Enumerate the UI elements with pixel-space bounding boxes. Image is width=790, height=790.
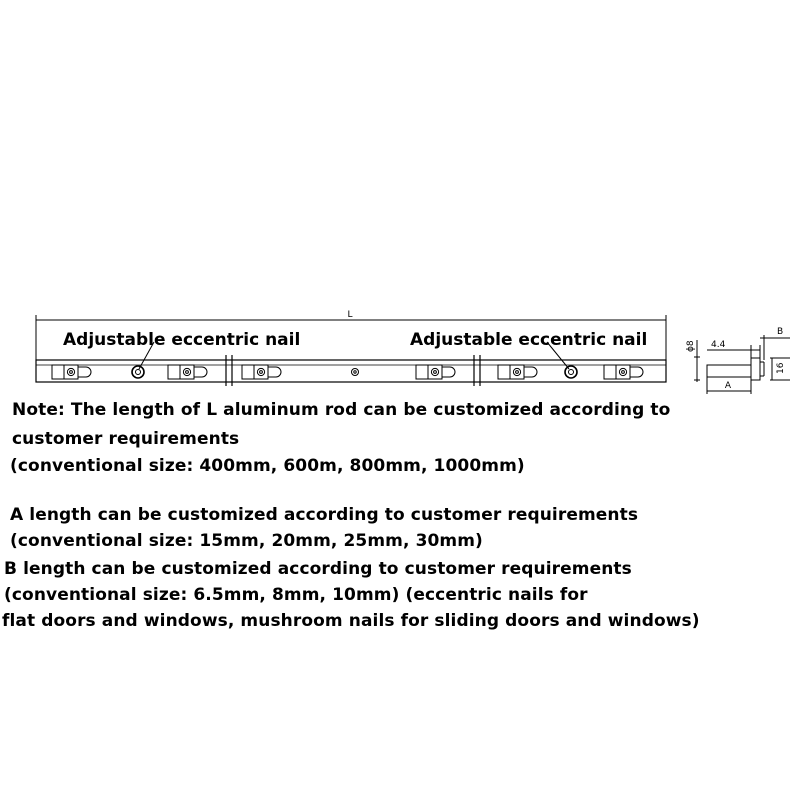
note-b-line-1: B length can be customized according to customer requirements	[4, 559, 632, 579]
note-a-line-1: A length can be customized according to customer requirements	[10, 505, 639, 525]
note-l-line-1: Note: The length of L aluminum rod can be customized according to	[12, 400, 671, 420]
dimension-4-4-label: 4.4	[711, 340, 726, 350]
note-l-line-2: customer requirements	[12, 429, 240, 449]
note-b-line-2: (conventional size: 6.5mm, 8mm, 10mm) (eccentric nails for	[4, 585, 588, 605]
eccentric-nail-right	[565, 366, 577, 378]
rod-fitting	[416, 365, 455, 379]
note-b-line-3: flat doors and windows, mushroom nails for sliding doors and windows)	[2, 611, 700, 631]
rod-fitting	[52, 365, 91, 379]
center-hole	[352, 369, 359, 376]
dimension-l-label: L	[347, 310, 353, 320]
callout-label-right: Adjustable eccentric nail	[410, 330, 648, 350]
rod-fitting	[242, 365, 281, 379]
dimension-b-label: B	[777, 327, 784, 337]
rod-fitting	[168, 365, 207, 379]
note-a-line-2: (conventional size: 15mm, 20mm, 25mm, 30mm)	[10, 531, 483, 551]
dimension-phi8-label: ϕ8	[686, 340, 696, 352]
rod-fitting	[498, 365, 537, 379]
dimension-a-label: A	[724, 381, 732, 391]
note-l-line-3: (conventional size: 400mm, 600m, 800mm, 1000mm)	[10, 456, 525, 476]
aluminum-rod	[36, 355, 666, 386]
dimension-16-label: 16	[776, 362, 786, 374]
eccentric-nail-left	[132, 366, 144, 378]
rod-fitting	[604, 365, 643, 379]
callout-label-left: Adjustable eccentric nail	[63, 330, 301, 350]
